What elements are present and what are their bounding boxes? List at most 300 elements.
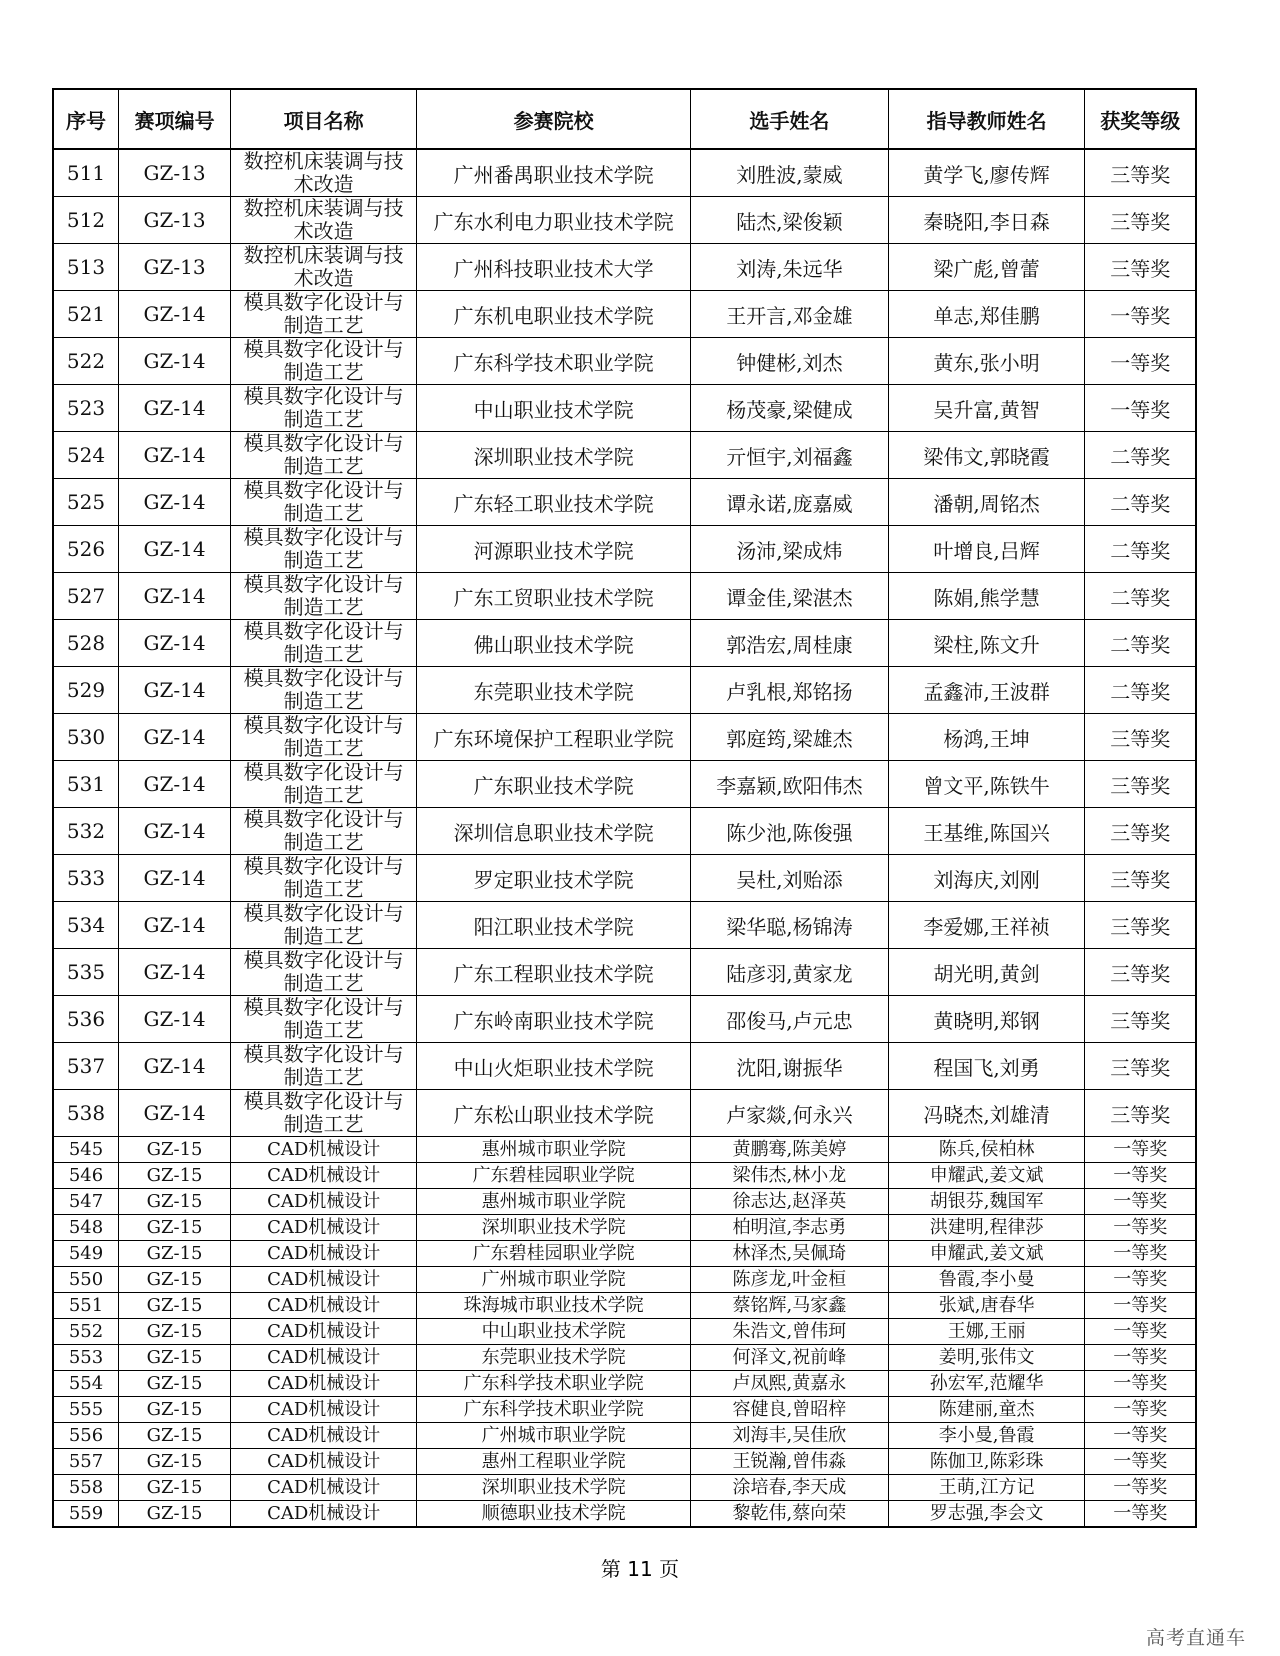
- award-level-cell: 一等奖: [1085, 1267, 1196, 1293]
- project-name-text: 模具数字化设计与制造工艺: [243, 855, 404, 900]
- contestants-cell: 蔡铭辉,马家鑫: [691, 1293, 889, 1319]
- school-cell: 东莞职业技术学院: [417, 1345, 691, 1371]
- contestants-cell: 郭浩宏,周桂康: [691, 620, 889, 667]
- school-cell: 深圳职业技术学院: [417, 1215, 691, 1241]
- project-name-text: 数控机床装调与技术改造: [243, 150, 404, 195]
- serial-cell: 557: [53, 1449, 119, 1475]
- table-row: [53, 197, 1196, 244]
- teachers-cell: 黄东,张小明: [888, 338, 1085, 385]
- award-level-cell: 一等奖: [1085, 1449, 1196, 1475]
- contestants-cell: 黎乾伟,蔡向荣: [691, 1501, 889, 1528]
- teachers-cell: 曾文平,陈铁牛: [888, 761, 1085, 808]
- table-row: [53, 244, 1196, 291]
- teachers-cell: 申耀武,姜文斌: [888, 1163, 1085, 1189]
- teachers-cell: 冯晓杰,刘雄清: [888, 1090, 1085, 1137]
- table-row: [53, 1449, 1196, 1475]
- event-code-cell: GZ-15: [119, 1241, 231, 1267]
- serial-cell: 554: [53, 1371, 119, 1397]
- award-level-cell: 三等奖: [1085, 149, 1196, 197]
- serial-cell: 513: [53, 244, 119, 291]
- school-cell: 惠州城市职业学院: [417, 1137, 691, 1163]
- teachers-cell: 陈伽卫,陈彩珠: [888, 1449, 1085, 1475]
- event-code-cell: GZ-15: [119, 1423, 231, 1449]
- serial-cell: 537: [53, 1043, 119, 1090]
- table-body: [53, 149, 1196, 1527]
- project-name-cell: [231, 244, 417, 291]
- contestants-cell: 谭永诺,庞嘉威: [691, 479, 889, 526]
- serial-cell: 545: [53, 1137, 119, 1163]
- contestants-cell: 朱浩文,曾伟珂: [691, 1319, 889, 1345]
- event-code-cell: GZ-15: [119, 1449, 231, 1475]
- serial-cell: 525: [53, 479, 119, 526]
- serial-cell: 558: [53, 1475, 119, 1501]
- event-code-cell: GZ-14: [119, 526, 231, 573]
- table-row: [53, 526, 1196, 573]
- event-code-cell: GZ-14: [119, 338, 231, 385]
- table-row: [53, 1475, 1196, 1501]
- award-level-cell: 三等奖: [1085, 1043, 1196, 1090]
- event-code-cell: GZ-14: [119, 620, 231, 667]
- table-row: [53, 1043, 1196, 1090]
- award-level-cell: 二等奖: [1085, 620, 1196, 667]
- project-name-text: 模具数字化设计与制造工艺: [243, 338, 404, 383]
- project-name-cell: CAD机械设计: [231, 1215, 417, 1241]
- serial-cell: 556: [53, 1423, 119, 1449]
- school-cell: 深圳信息职业技术学院: [417, 808, 691, 855]
- award-level-cell: 三等奖: [1085, 244, 1196, 291]
- school-cell: 广东机电职业技术学院: [417, 291, 691, 338]
- teachers-cell: 梁柱,陈文升: [888, 620, 1085, 667]
- table-row: [53, 1267, 1196, 1293]
- serial-cell: 529: [53, 667, 119, 714]
- project-name-cell: CAD机械设计: [231, 1189, 417, 1215]
- award-level-cell: 一等奖: [1085, 291, 1196, 338]
- school-cell: 广东科学技术职业学院: [417, 1397, 691, 1423]
- award-level-cell: 一等奖: [1085, 1423, 1196, 1449]
- teachers-cell: 黄晓明,郑钢: [888, 996, 1085, 1043]
- contestants-cell: 王锐瀚,曾伟淼: [691, 1449, 889, 1475]
- award-level-cell: 一等奖: [1085, 1371, 1196, 1397]
- serial-cell: 534: [53, 902, 119, 949]
- project-name-cell: [231, 432, 417, 479]
- event-code-cell: GZ-15: [119, 1163, 231, 1189]
- project-name-text: 模具数字化设计与制造工艺: [243, 432, 404, 477]
- event-code-cell: GZ-15: [119, 1319, 231, 1345]
- project-name-text: 模具数字化设计与制造工艺: [243, 526, 404, 571]
- event-code-cell: GZ-14: [119, 855, 231, 902]
- project-name-cell: [231, 291, 417, 338]
- school-cell: 广东科学技术职业学院: [417, 1371, 691, 1397]
- serial-cell: 535: [53, 949, 119, 996]
- school-cell: 广东职业技术学院: [417, 761, 691, 808]
- teachers-cell: 程国飞,刘勇: [888, 1043, 1085, 1090]
- table-row: [53, 385, 1196, 432]
- award-level-cell: 一等奖: [1085, 1163, 1196, 1189]
- project-name-cell: [231, 808, 417, 855]
- contestants-cell: 沈阳,谢振华: [691, 1043, 889, 1090]
- contestants-cell: 陈少池,陈俊强: [691, 808, 889, 855]
- table-row: [53, 1215, 1196, 1241]
- school-cell: 广东碧桂园职业学院: [417, 1163, 691, 1189]
- project-name-cell: [231, 996, 417, 1043]
- school-cell: 罗定职业技术学院: [417, 855, 691, 902]
- table-row: [53, 808, 1196, 855]
- table-row: [53, 338, 1196, 385]
- teachers-cell: 梁伟文,郭晓霞: [888, 432, 1085, 479]
- contestants-cell: 柏明渲,李志勇: [691, 1215, 889, 1241]
- table-row: [53, 714, 1196, 761]
- contestants-cell: 吴杜,刘贻添: [691, 855, 889, 902]
- project-name-text: 模具数字化设计与制造工艺: [243, 949, 404, 994]
- award-level-cell: 一等奖: [1085, 1345, 1196, 1371]
- table-row: [53, 1137, 1196, 1163]
- serial-cell: 551: [53, 1293, 119, 1319]
- project-name-cell: [231, 620, 417, 667]
- page-number: 第 11 页: [600, 1557, 680, 1581]
- project-name-cell: CAD机械设计: [231, 1371, 417, 1397]
- table-row: [53, 1371, 1196, 1397]
- project-name-cell: CAD机械设计: [231, 1449, 417, 1475]
- table-header-row: [53, 89, 1196, 149]
- school-cell: 惠州城市职业学院: [417, 1189, 691, 1215]
- award-level-cell: 三等奖: [1085, 996, 1196, 1043]
- contestants-cell: 汤沛,梁成炜: [691, 526, 889, 573]
- project-name-cell: [231, 526, 417, 573]
- table-row: [53, 1319, 1196, 1345]
- school-cell: 中山火炬职业技术学院: [417, 1043, 691, 1090]
- project-name-cell: CAD机械设计: [231, 1241, 417, 1267]
- teachers-cell: 王娜,王丽: [888, 1319, 1085, 1345]
- table-row: [53, 902, 1196, 949]
- serial-cell: 553: [53, 1345, 119, 1371]
- project-name-cell: [231, 855, 417, 902]
- project-name-cell: CAD机械设计: [231, 1345, 417, 1371]
- contestants-cell: 钟健彬,刘杰: [691, 338, 889, 385]
- award-level-cell: 一等奖: [1085, 1215, 1196, 1241]
- contestants-cell: 卢凤熙,黄嘉永: [691, 1371, 889, 1397]
- event-code-cell: GZ-14: [119, 996, 231, 1043]
- contestants-cell: 谭金佳,梁湛杰: [691, 573, 889, 620]
- event-code-cell: GZ-15: [119, 1475, 231, 1501]
- contestants-cell: 涂培春,李天成: [691, 1475, 889, 1501]
- event-code-cell: GZ-14: [119, 808, 231, 855]
- table-row: [53, 667, 1196, 714]
- award-level-cell: 一等奖: [1085, 1189, 1196, 1215]
- contestants-cell: 何泽文,祝前峰: [691, 1345, 889, 1371]
- project-name-cell: [231, 902, 417, 949]
- project-name-cell: CAD机械设计: [231, 1137, 417, 1163]
- teachers-cell: 叶增良,吕辉: [888, 526, 1085, 573]
- serial-cell: 546: [53, 1163, 119, 1189]
- contestants-cell: 李嘉颖,欧阳伟杰: [691, 761, 889, 808]
- event-code-cell: GZ-14: [119, 432, 231, 479]
- award-level-cell: 一等奖: [1085, 1475, 1196, 1501]
- school-cell: 东莞职业技术学院: [417, 667, 691, 714]
- event-code-cell: GZ-15: [119, 1267, 231, 1293]
- contestants-cell: 黄鹏骞,陈美婷: [691, 1137, 889, 1163]
- award-level-cell: 一等奖: [1085, 1137, 1196, 1163]
- contestants-cell: 陈彦龙,叶金桓: [691, 1267, 889, 1293]
- contestants-cell: 容健良,曾昭梓: [691, 1397, 889, 1423]
- award-level-cell: 一等奖: [1085, 1319, 1196, 1345]
- school-cell: 惠州工程职业学院: [417, 1449, 691, 1475]
- teachers-cell: 潘朝,周铭杰: [888, 479, 1085, 526]
- teachers-cell: 黄学飞,廖传辉: [888, 149, 1085, 197]
- serial-cell: 536: [53, 996, 119, 1043]
- contestants-cell: 梁伟杰,林小龙: [691, 1163, 889, 1189]
- header-school: 参赛院校: [417, 89, 691, 149]
- header-teachers: 指导教师姓名: [888, 89, 1085, 149]
- serial-cell: 521: [53, 291, 119, 338]
- serial-cell: 550: [53, 1267, 119, 1293]
- contestants-cell: 邵俊马,卢元忠: [691, 996, 889, 1043]
- serial-cell: 559: [53, 1501, 119, 1528]
- event-code-cell: GZ-15: [119, 1345, 231, 1371]
- event-code-cell: GZ-15: [119, 1501, 231, 1528]
- project-name-text: 模具数字化设计与制造工艺: [243, 808, 404, 853]
- school-cell: 广州城市职业学院: [417, 1423, 691, 1449]
- school-cell: 广东岭南职业技术学院: [417, 996, 691, 1043]
- serial-cell: 526: [53, 526, 119, 573]
- teachers-cell: 吴升富,黄智: [888, 385, 1085, 432]
- contestants-cell: 陆彦羽,黄家龙: [691, 949, 889, 996]
- contestants-cell: 梁华聪,杨锦涛: [691, 902, 889, 949]
- school-cell: 佛山职业技术学院: [417, 620, 691, 667]
- project-name-cell: CAD机械设计: [231, 1293, 417, 1319]
- contestants-cell: 刘涛,朱远华: [691, 244, 889, 291]
- table-row: [53, 855, 1196, 902]
- serial-cell: 549: [53, 1241, 119, 1267]
- project-name-text: 模具数字化设计与制造工艺: [243, 1043, 404, 1088]
- teachers-cell: 申耀武,姜文斌: [888, 1241, 1085, 1267]
- teachers-cell: 陈兵,侯柏林: [888, 1137, 1085, 1163]
- header-project-name: 项目名称: [231, 89, 417, 149]
- teachers-cell: 孟鑫沛,王波群: [888, 667, 1085, 714]
- table-row: [53, 149, 1196, 197]
- award-level-cell: 三等奖: [1085, 761, 1196, 808]
- table-row: [53, 1090, 1196, 1137]
- contestants-cell: 王开言,邓金雄: [691, 291, 889, 338]
- table-row: [53, 996, 1196, 1043]
- project-name-cell: [231, 385, 417, 432]
- event-code-cell: GZ-13: [119, 197, 231, 244]
- header-event-code: 赛项编号: [119, 89, 231, 149]
- project-name-text: 模具数字化设计与制造工艺: [243, 620, 404, 665]
- school-cell: 广东轻工职业技术学院: [417, 479, 691, 526]
- school-cell: 广州科技职业技术大学: [417, 244, 691, 291]
- table-row: [53, 291, 1196, 338]
- contestants-cell: 郭庭筠,梁雄杰: [691, 714, 889, 761]
- school-cell: 珠海城市职业技术学院: [417, 1293, 691, 1319]
- event-code-cell: GZ-13: [119, 244, 231, 291]
- school-cell: 广东科学技术职业学院: [417, 338, 691, 385]
- event-code-cell: GZ-14: [119, 949, 231, 996]
- event-code-cell: GZ-15: [119, 1371, 231, 1397]
- table-row: [53, 761, 1196, 808]
- project-name-text: 模具数字化设计与制造工艺: [243, 761, 404, 806]
- award-level-cell: 二等奖: [1085, 573, 1196, 620]
- award-level-cell: 二等奖: [1085, 432, 1196, 479]
- contestants-cell: 刘海丰,吴佳欣: [691, 1423, 889, 1449]
- project-name-cell: [231, 479, 417, 526]
- table-row: [53, 432, 1196, 479]
- table-row: [53, 573, 1196, 620]
- event-code-cell: GZ-14: [119, 291, 231, 338]
- table-row: [53, 479, 1196, 526]
- event-code-cell: GZ-14: [119, 1043, 231, 1090]
- school-cell: 广州番禺职业技术学院: [417, 149, 691, 197]
- award-level-cell: 三等奖: [1085, 808, 1196, 855]
- teachers-cell: 杨鸿,王坤: [888, 714, 1085, 761]
- header-award-level: 获奖等级: [1085, 89, 1196, 149]
- event-code-cell: GZ-14: [119, 1090, 231, 1137]
- school-cell: 顺德职业技术学院: [417, 1501, 691, 1528]
- project-name-cell: [231, 1043, 417, 1090]
- contestants-cell: 亓恒宇,刘福鑫: [691, 432, 889, 479]
- project-name-cell: CAD机械设计: [231, 1267, 417, 1293]
- table-row: [53, 1241, 1196, 1267]
- school-cell: 中山职业技术学院: [417, 385, 691, 432]
- project-name-cell: CAD机械设计: [231, 1423, 417, 1449]
- teachers-cell: 王萌,江方记: [888, 1475, 1085, 1501]
- project-name-text: 模具数字化设计与制造工艺: [243, 714, 404, 759]
- event-code-cell: GZ-14: [119, 902, 231, 949]
- school-cell: 阳江职业技术学院: [417, 902, 691, 949]
- project-name-cell: [231, 338, 417, 385]
- award-level-cell: 三等奖: [1085, 714, 1196, 761]
- serial-cell: 523: [53, 385, 119, 432]
- teachers-cell: 罗志强,李会文: [888, 1501, 1085, 1528]
- serial-cell: 522: [53, 338, 119, 385]
- event-code-cell: GZ-14: [119, 667, 231, 714]
- project-name-cell: [231, 714, 417, 761]
- teachers-cell: 单志,郑佳鹏: [888, 291, 1085, 338]
- award-level-cell: 一等奖: [1085, 1397, 1196, 1423]
- event-code-cell: GZ-14: [119, 479, 231, 526]
- project-name-text: 数控机床装调与技术改造: [243, 244, 404, 289]
- serial-cell: 524: [53, 432, 119, 479]
- award-level-cell: 一等奖: [1085, 1293, 1196, 1319]
- award-level-cell: 三等奖: [1085, 197, 1196, 244]
- school-cell: 广东工贸职业技术学院: [417, 573, 691, 620]
- project-name-cell: CAD机械设计: [231, 1397, 417, 1423]
- school-cell: 广东水利电力职业技术学院: [417, 197, 691, 244]
- award-level-cell: 三等奖: [1085, 902, 1196, 949]
- serial-cell: 532: [53, 808, 119, 855]
- serial-cell: 555: [53, 1397, 119, 1423]
- award-level-cell: 一等奖: [1085, 385, 1196, 432]
- project-name-cell: CAD机械设计: [231, 1163, 417, 1189]
- serial-cell: 547: [53, 1189, 119, 1215]
- event-code-cell: GZ-14: [119, 573, 231, 620]
- teachers-cell: 梁广彪,曾蕾: [888, 244, 1085, 291]
- table-row: [53, 620, 1196, 667]
- contestants-cell: 杨茂豪,梁健成: [691, 385, 889, 432]
- project-name-text: 模具数字化设计与制造工艺: [243, 479, 404, 524]
- event-code-cell: GZ-14: [119, 385, 231, 432]
- contestants-cell: 林泽杰,吴佩琦: [691, 1241, 889, 1267]
- project-name-cell: [231, 149, 417, 197]
- teachers-cell: 姜明,张伟文: [888, 1345, 1085, 1371]
- teachers-cell: 胡银芬,魏国军: [888, 1189, 1085, 1215]
- teachers-cell: 王基维,陈国兴: [888, 808, 1085, 855]
- table-row: [53, 1423, 1196, 1449]
- school-cell: 河源职业技术学院: [417, 526, 691, 573]
- award-level-cell: 一等奖: [1085, 1241, 1196, 1267]
- award-level-cell: 一等奖: [1085, 1501, 1196, 1528]
- table-row: [53, 1163, 1196, 1189]
- teachers-cell: 陈娟,熊学慧: [888, 573, 1085, 620]
- project-name-cell: [231, 1090, 417, 1137]
- school-cell: 深圳职业技术学院: [417, 1475, 691, 1501]
- table-row: [53, 1397, 1196, 1423]
- contestants-cell: 徐志达,赵泽英: [691, 1189, 889, 1215]
- school-cell: 广东碧桂园职业学院: [417, 1241, 691, 1267]
- event-code-cell: GZ-14: [119, 714, 231, 761]
- school-cell: 广东松山职业技术学院: [417, 1090, 691, 1137]
- serial-cell: 552: [53, 1319, 119, 1345]
- project-name-text: 模具数字化设计与制造工艺: [243, 385, 404, 430]
- event-code-cell: GZ-15: [119, 1397, 231, 1423]
- teachers-cell: 秦晓阳,李日森: [888, 197, 1085, 244]
- serial-cell: 512: [53, 197, 119, 244]
- school-cell: 深圳职业技术学院: [417, 432, 691, 479]
- project-name-cell: [231, 667, 417, 714]
- teachers-cell: 孙宏军,范耀华: [888, 1371, 1085, 1397]
- teachers-cell: 刘海庆,刘刚: [888, 855, 1085, 902]
- serial-cell: 530: [53, 714, 119, 761]
- teachers-cell: 鲁霞,李小曼: [888, 1267, 1085, 1293]
- award-level-cell: 三等奖: [1085, 949, 1196, 996]
- serial-cell: 527: [53, 573, 119, 620]
- project-name-cell: [231, 573, 417, 620]
- teachers-cell: 洪建明,程律莎: [888, 1215, 1085, 1241]
- table-row: [53, 1345, 1196, 1371]
- project-name-text: 模具数字化设计与制造工艺: [243, 573, 404, 618]
- table-row: [53, 949, 1196, 996]
- event-code-cell: GZ-13: [119, 149, 231, 197]
- school-cell: 广东环境保护工程职业学院: [417, 714, 691, 761]
- project-name-text: 数控机床装调与技术改造: [243, 197, 404, 242]
- contestants-cell: 陆杰,梁俊颖: [691, 197, 889, 244]
- table-row: [53, 1189, 1196, 1215]
- event-code-cell: GZ-15: [119, 1215, 231, 1241]
- serial-cell: 548: [53, 1215, 119, 1241]
- award-level-cell: 三等奖: [1085, 855, 1196, 902]
- project-name-text: 模具数字化设计与制造工艺: [243, 996, 404, 1041]
- teachers-cell: 陈建丽,童杰: [888, 1397, 1085, 1423]
- project-name-cell: CAD机械设计: [231, 1501, 417, 1528]
- school-cell: 广州城市职业学院: [417, 1267, 691, 1293]
- serial-cell: 511: [53, 149, 119, 197]
- project-name-cell: [231, 949, 417, 996]
- teachers-cell: 李爱娜,王祥祯: [888, 902, 1085, 949]
- serial-cell: 528: [53, 620, 119, 667]
- project-name-cell: [231, 761, 417, 808]
- table-row: [53, 1501, 1196, 1528]
- contestants-cell: 刘胜波,蒙威: [691, 149, 889, 197]
- project-name-text: 模具数字化设计与制造工艺: [243, 291, 404, 336]
- header-serial: 序号: [53, 89, 119, 149]
- serial-cell: 533: [53, 855, 119, 902]
- teachers-cell: 胡光明,黄剑: [888, 949, 1085, 996]
- project-name-text: 模具数字化设计与制造工艺: [243, 902, 404, 947]
- event-code-cell: GZ-15: [119, 1293, 231, 1319]
- event-code-cell: GZ-14: [119, 761, 231, 808]
- serial-cell: 531: [53, 761, 119, 808]
- awards-table: [52, 88, 1197, 1528]
- serial-cell: 538: [53, 1090, 119, 1137]
